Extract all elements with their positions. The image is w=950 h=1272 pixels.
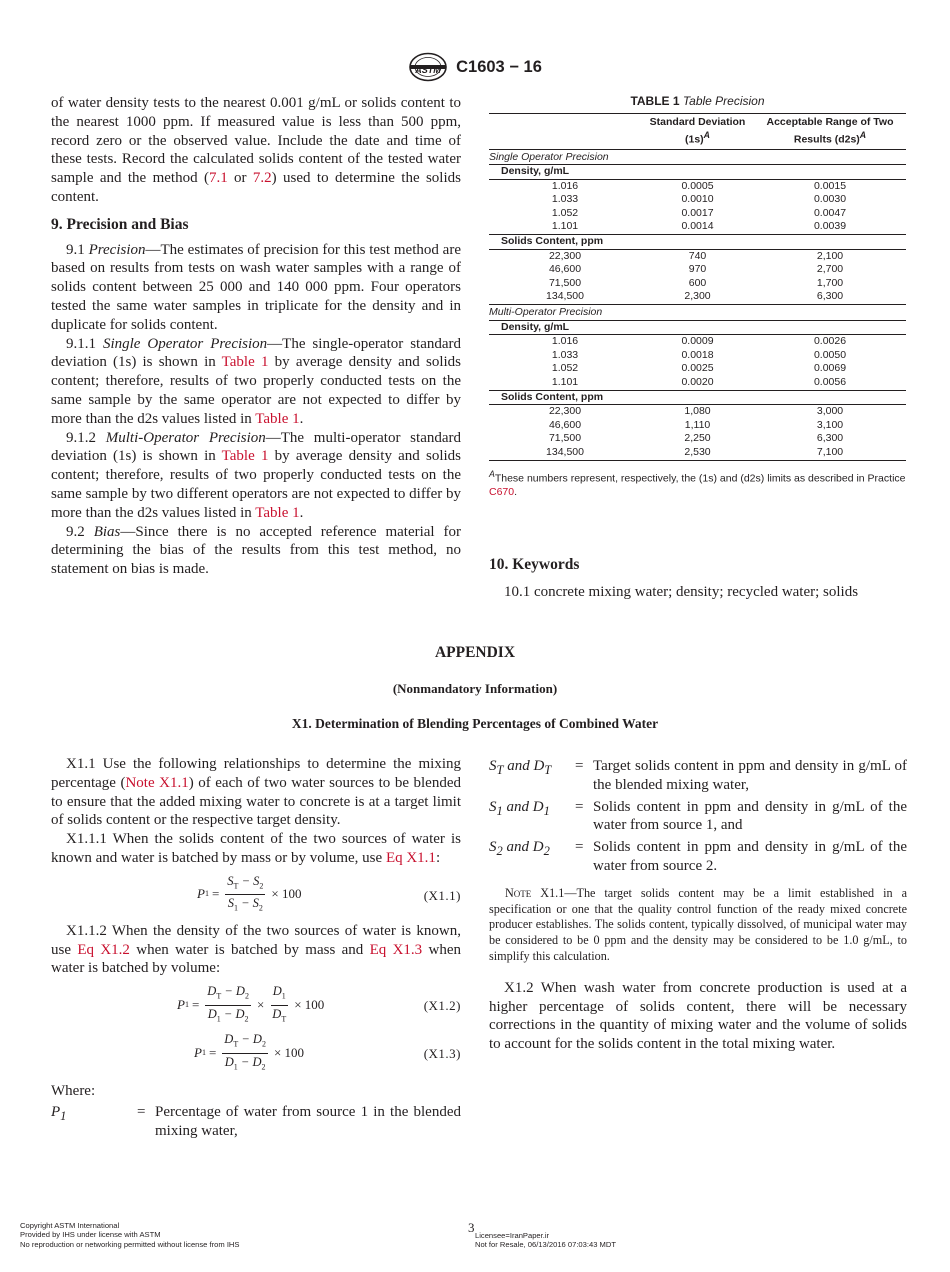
table-cell: 970 (688, 263, 707, 276)
link-table-1[interactable]: Table 1 (255, 504, 300, 521)
single-solids-row (489, 277, 906, 291)
link-eq-x1-1[interactable]: Eq X1.1 (385, 849, 436, 866)
subgroup-solids: Solids Content, ppm (489, 235, 906, 250)
subgroup-density: Density, g/mL (489, 320, 906, 335)
link-table-1[interactable]: Table 1 (221, 448, 269, 465)
definition-p1: $P_1$ = Percentage of water from source 1 in the blended mixing water, (51, 1103, 461, 1139)
table-cell: 2,100 (816, 249, 844, 262)
multi-density-row (489, 362, 906, 376)
paragraph-9-1-2: 9.1.2 Multi-Operator Precision—The multi-operator standard deviation (1s) is shown in Table 1 by average density and solids content; therefore, results of two properly conducted tests on the same sample by two different operators are not expected to differ by more than the d2s values listed in Table 1. (51, 429, 462, 521)
table-cell: 0.0005 (681, 179, 714, 192)
paragraph-x1-1: X1.1 Use the following relationships to determine the mixing percentage (Note X1.1) of each of two water sources to be blended to ensure that the added mixing water to concrete is at a target limit of solids content or the respective target density. (51, 756, 461, 829)
single-solids-row (489, 263, 906, 277)
table-cell: 1.101 (489, 220, 641, 234)
table-cell: 1.052 (551, 362, 579, 375)
equation-x1-3: P 1 = $\frac{D_T - D_2}{D_1 - D_2}$ × 100 (X1.3) (194, 1032, 461, 1072)
table-cell: 600 (688, 276, 707, 289)
paragraph-9-1: 9.1 Precision—The estimates of precision for this test method are based on results from tests on wash water samples with a range of solids content between 25 000 and 140 000 ppm. Four operators tested the same water samples in triplicate for the density and in duplicate for solids content. (51, 241, 461, 333)
note-x1-1: Note X1.1—The target solids content may be a limit established in a specification or one that the quality control function of the ready mixed concrete producer establishes. The solids content, typically dissolved, of municipal water may be considered to be 0 ppm and the density may be considered to be 1.0 g/mL, to simplify this calculation. (489, 885, 907, 963)
multi-solids-row (489, 419, 906, 433)
table-cell: 0.0025 (681, 362, 714, 375)
link-table-1[interactable]: Table 1 (221, 354, 269, 371)
col-header-std-dev: Standard Deviation $(1s)^A$ (641, 114, 754, 150)
table-cell: 1.016 (551, 335, 579, 348)
table-1 (489, 94, 906, 499)
table-cell: 0.0050 (813, 348, 847, 361)
single-density-row (489, 220, 906, 234)
table-footnote: $^A$These numbers represent, respectively, the (1s) and (d2s) limits as described in Practice C670. (489, 468, 906, 499)
table-cell: 3,000 (816, 405, 844, 418)
appendix-title: APPENDIX (434, 644, 516, 661)
group-multi-operator: Multi-Operator Precision (489, 305, 906, 321)
keywords-heading: 10. Keywords (489, 556, 580, 573)
multi-solids-row (489, 446, 906, 460)
footer-right: Licensee=IranPaper.ir Not for Resale, 06/13/2016 07:03:43 MDT (475, 1231, 616, 1250)
table-cell: 0.0014 (641, 220, 754, 234)
link-eq-x1-3[interactable]: Eq X1.3 (369, 941, 423, 958)
appendix-subtitle: (Nonmandatory Information) (392, 681, 558, 696)
multi-solids-row (489, 405, 906, 419)
definition-st-dt: $S_T$ and $D_T$ = Target solids content in ppm and density in g/mL of the blended mixing water, (489, 758, 907, 793)
equation-x1-2: P 1 = $\frac{D_T - D_2}{D_1 - D_2}$ × $\frac{D_1}{D_T}$ × 100 (X1.2) (177, 984, 461, 1024)
svg-text:ASTM: ASTM (415, 65, 441, 75)
table-cell: 71,500 (548, 432, 582, 445)
definition-s2-d2: $S_2$ and $D_2$ = Solids content in ppm and density in g/mL of the water from source 2. (489, 839, 907, 874)
link-eq-x1-2[interactable]: Eq X1.2 (77, 941, 130, 958)
table-cell: 6,300 (754, 290, 906, 304)
multi-solids-row (489, 432, 906, 446)
multi-density-row (489, 376, 906, 390)
paragraph-continued: of water density tests to the nearest 0.001 g/mL or solids content to the nearest 1000 ppm. If measured value is less than 500 ppm, record zero or the observed value. Include the date and time of these tests. Record the calculated solids content of the tested water sample and the method (7.1 or 7.2) used to determine the solids content. (51, 95, 461, 205)
table-caption: TABLE 1 Table Precision (630, 94, 765, 108)
group-single-operator: Single Operator Precision (489, 149, 906, 165)
table-cell: 1.052 (551, 206, 579, 219)
table-cell: 0.0020 (641, 376, 754, 390)
table-cell: 2,530 (641, 446, 754, 460)
keywords-text: 10.1 concrete mixing water; density; recycled water; solids (504, 583, 859, 600)
subgroup-solids: Solids Content, ppm (489, 390, 906, 405)
left-column-upper (51, 94, 461, 579)
table-cell: 1.101 (489, 376, 641, 390)
table-cell: 740 (688, 249, 707, 262)
page-header (0, 52, 950, 84)
table-cell: 22,300 (548, 249, 582, 262)
table-cell: 134,500 (489, 446, 641, 460)
paragraph-9-2: 9.2 Bias—Since there is no accepted reference material for determining the bias of the results from this test method, no statement on bias is made. (51, 523, 462, 578)
single-density-row (489, 193, 906, 207)
table-cell: 0.0018 (681, 348, 714, 361)
astm-logo-icon (408, 52, 448, 82)
table-cell: 0.0026 (813, 335, 847, 348)
equation-number: (X1.1) (423, 887, 461, 903)
table-cell: 1,080 (684, 405, 711, 418)
subgroup-density: Density, g/mL (489, 165, 906, 180)
table-cell: 0.0017 (681, 206, 714, 219)
link-note-x1-1[interactable]: Note X1.1 (125, 774, 189, 791)
equation-number: (X1.2) (423, 998, 461, 1014)
table-cell: 1.016 (551, 179, 579, 192)
table-cell: 0.0010 (681, 193, 714, 206)
table-cell: 0.0047 (813, 206, 847, 219)
where-label: Where: (51, 1083, 96, 1100)
table-cell: 22,300 (548, 405, 582, 418)
link-section-7-1[interactable]: 7.1 (208, 170, 228, 187)
table-cell: 2,250 (684, 432, 711, 445)
table-cell: 3,100 (816, 418, 844, 431)
table-cell: 2,300 (641, 290, 754, 304)
single-density-row (489, 207, 906, 221)
table-cell: 46,600 (548, 263, 582, 276)
single-solids-row (489, 290, 906, 304)
col-header-range: Acceptable Range of Two Results $(d2s)^A$ (754, 114, 906, 150)
table-cell: 1,110 (684, 418, 711, 431)
definition-s1-d1: $S_1$ and $D_1$ = Solids content in ppm and density in g/mL of the water from source 1, and (489, 798, 907, 834)
multi-density-row (489, 335, 906, 349)
link-c670[interactable]: C670 (489, 486, 515, 499)
table-cell: 0.0015 (813, 179, 847, 192)
paragraph-x1-1-1: X1.1.1 When the solids content of the two sources of water is known and water is batched by mass or by volume, use Eq X1.1: (51, 831, 461, 866)
section-9-heading: 9. Precision and Bias (51, 215, 189, 233)
appendix-right-column (489, 757, 907, 1054)
appendix-left-column (51, 755, 461, 1144)
table-cell: 2,700 (816, 263, 844, 276)
multi-density-row (489, 349, 906, 363)
table-cell: 0.0056 (754, 376, 906, 390)
table-cell: 0.0009 (681, 335, 714, 348)
single-density-row (489, 179, 906, 193)
standard-number: C1603 − 16 (456, 57, 542, 76)
equation-number: (X1.3) (423, 1046, 461, 1062)
table-cell: 6,300 (816, 432, 844, 445)
precision-table (489, 113, 906, 461)
link-section-7-2[interactable]: 7.2 (252, 170, 272, 187)
table-cell: 71,500 (548, 276, 582, 289)
single-solids-row (489, 249, 906, 263)
paragraph-9-1-1: 9.1.1 Single Operator Precision—The single-operator standard deviation (1s) is shown in Table 1 by average density and solids content; therefore, results of two properly conducted tests on the same sample by the same operator are not expected to differ by more than the d2s values listed in Table 1. (51, 335, 462, 427)
table-cell: 0.0030 (813, 193, 847, 206)
keywords-section (489, 556, 907, 602)
table-cell: 0.0039 (754, 220, 906, 234)
table-cell: 1.033 (551, 348, 579, 361)
equation-x1-1: P 1 = $\frac{S_T - S_2}{S_1 - S_2}$ × 100 (X1.1) (197, 873, 461, 913)
table-cell: 1.033 (551, 193, 579, 206)
footer-left: Copyright ASTM International Provided by IHS under license with ASTM No reproduction or networking permitted without license from IHS (20, 1221, 240, 1249)
page-number: 3 (468, 1220, 475, 1235)
paragraph-x1-2: X1.2 When wash water from concrete production is used at a higher percentage of solids content, there will be necessary corrections in the quantity of mixing water and the volume of solids to account for the solids content in the total mixing water. (489, 979, 907, 1053)
paragraph-x1-1-2: X1.1.2 When the density of the two sources of water is known, use Eq X1.2 when water is batched by mass and Eq X1.3 when water is batched by volume: (51, 922, 462, 977)
appendix-x1-title: X1. Determination of Blending Percentages of Combined Water (291, 716, 659, 731)
table-cell: 134,500 (489, 290, 641, 304)
link-table-1[interactable]: Table 1 (255, 410, 300, 427)
table-cell: 1,700 (816, 276, 844, 289)
table-cell: 46,600 (548, 418, 582, 431)
table-cell: 0.0069 (813, 362, 847, 375)
table-cell: 7,100 (754, 446, 906, 460)
